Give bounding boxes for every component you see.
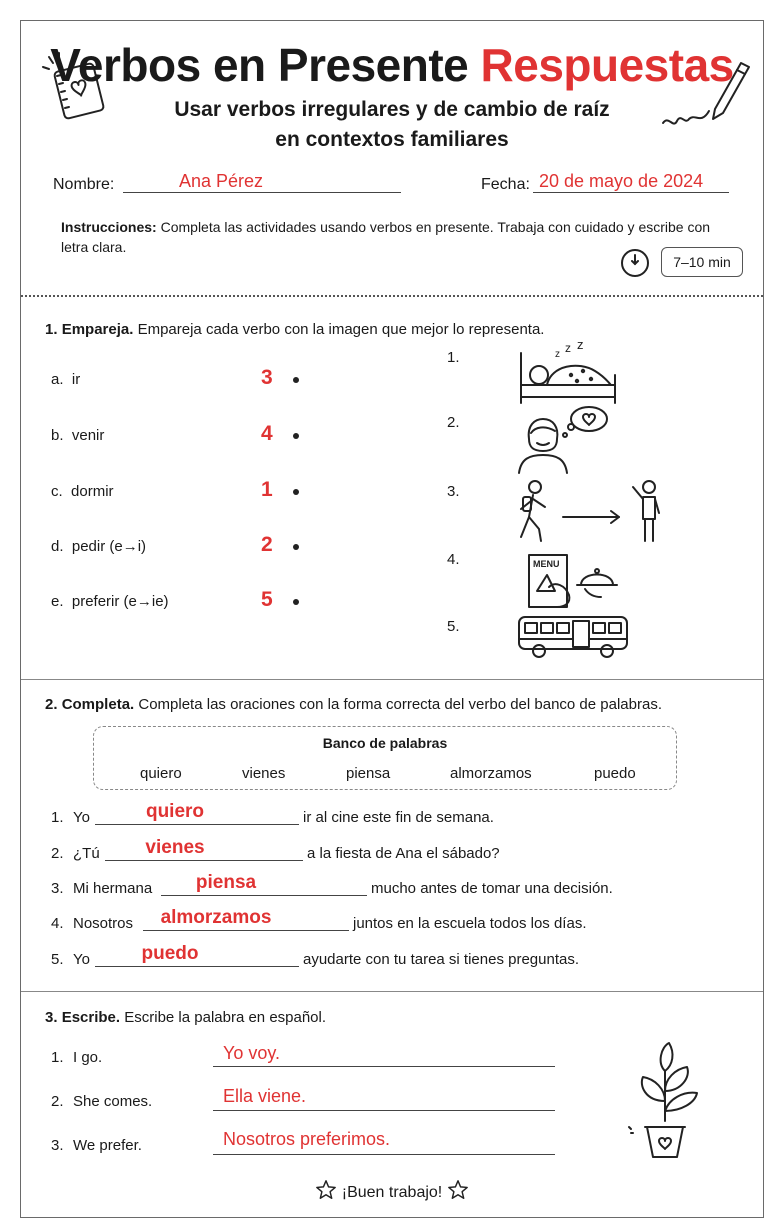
sentence-5-number: 5. bbox=[51, 951, 64, 968]
title-accent: Respuestas bbox=[480, 39, 734, 91]
picture-number-1: 1. bbox=[447, 349, 460, 366]
sentence-4-answer: almorzamos bbox=[160, 907, 272, 928]
section2-heading bbox=[45, 696, 662, 713]
word-bank bbox=[93, 726, 677, 790]
sentence-4-blank[interactable] bbox=[143, 907, 349, 931]
word-bank-title: Banco de palabras bbox=[322, 735, 448, 751]
worksheet-subtitle bbox=[21, 95, 763, 155]
match-item-b: b. venir bbox=[51, 427, 105, 444]
footer-text: ¡Buen trabajo! bbox=[341, 1184, 443, 1201]
translate-1-answer: Yo voy. bbox=[223, 1043, 281, 1063]
translate-1-prompt: I go. bbox=[73, 1049, 103, 1066]
match-answer-d: 2 bbox=[261, 533, 273, 556]
worksheet-title bbox=[21, 35, 763, 95]
match-answer-a: 3 bbox=[261, 366, 273, 389]
section1-heading bbox=[45, 321, 544, 338]
sentence-4-number: 4. bbox=[51, 915, 64, 932]
person-thinking-heart-icon bbox=[515, 405, 611, 475]
match-item-e: e. preferir (e→ie) bbox=[51, 593, 169, 610]
sentence-5-before: Yo bbox=[73, 951, 90, 968]
section1-heading-bold: Empareja. bbox=[61, 321, 134, 338]
picture-number-4: 4. bbox=[447, 551, 460, 568]
section1-divider bbox=[21, 679, 763, 680]
match-answer-b: 4 bbox=[261, 422, 273, 445]
picture-number-5: 5. bbox=[447, 618, 460, 635]
star-icon bbox=[447, 1179, 469, 1201]
svg-text:z: z bbox=[577, 341, 584, 352]
section3-heading bbox=[45, 1009, 326, 1026]
sentence-3-number: 3. bbox=[51, 880, 64, 897]
name-field[interactable] bbox=[123, 171, 401, 193]
translate-2-number: 2. bbox=[51, 1093, 64, 1110]
section2-divider bbox=[21, 991, 763, 992]
title-main: Verbos en Presente bbox=[50, 39, 469, 91]
match-item-d: d. pedir (e→i) bbox=[51, 538, 147, 555]
section2-instructions: Completa las oraciones con la forma correcta del verbo del banco de palabras. bbox=[134, 696, 662, 713]
sentence-1-number: 1. bbox=[51, 809, 64, 826]
instructions-text: Completa las actividades usando verbos en presente. Trabaja con cuidado y escribe con letra clara. bbox=[61, 219, 711, 255]
section3-number: 3. bbox=[45, 1009, 58, 1026]
sentence-3-after: mucho antes de tomar una decisión. bbox=[371, 880, 613, 897]
sentence-5-answer: puedo bbox=[141, 943, 199, 964]
section2-number: 2. bbox=[45, 696, 58, 713]
sentence-1-after: ir al cine este fin de semana. bbox=[303, 809, 494, 826]
match-answer-e: 5 bbox=[261, 588, 273, 611]
section2-heading-bold: Completa. bbox=[61, 696, 135, 713]
sentence-1-blank[interactable] bbox=[95, 801, 299, 825]
date-label: Fecha: bbox=[481, 176, 530, 193]
sentence-3-before: Mi hermana bbox=[73, 880, 153, 897]
section3-instructions: Escribe la palabra en español. bbox=[120, 1009, 327, 1026]
sentence-2-answer: vienes bbox=[145, 837, 205, 858]
match-dot-c[interactable] bbox=[293, 489, 299, 495]
translate-3-prompt: We prefer. bbox=[73, 1137, 142, 1154]
sentence-2-before: ¿Tú bbox=[73, 845, 100, 862]
date-field[interactable] bbox=[533, 171, 729, 193]
bank-word-4: almorzamos bbox=[450, 765, 532, 782]
svg-text:z: z bbox=[555, 349, 560, 360]
date-value: 20 de mayo de 2024 bbox=[539, 171, 704, 191]
header-divider bbox=[21, 295, 763, 297]
subtitle-line-2: en contextos familiares bbox=[275, 128, 509, 151]
translate-2-answer: Ella viene. bbox=[223, 1086, 307, 1106]
instructions-label: Instrucciones: bbox=[61, 219, 157, 235]
star-icon bbox=[315, 1179, 337, 1201]
subtitle-line-1: Usar verbos irregulares y de cambio de raíz bbox=[174, 98, 610, 121]
translate-1-number: 1. bbox=[51, 1049, 64, 1066]
svg-text:z: z bbox=[565, 341, 571, 355]
sentence-2-blank[interactable] bbox=[105, 837, 303, 861]
sentence-5-blank[interactable] bbox=[95, 943, 299, 967]
time-badge: 7–10 min bbox=[661, 247, 743, 277]
name-label: Nombre: bbox=[53, 176, 115, 193]
match-dot-a[interactable] bbox=[293, 377, 299, 383]
match-dot-e[interactable] bbox=[293, 599, 299, 605]
bank-word-2: vienes bbox=[242, 765, 286, 782]
footer bbox=[21, 1179, 763, 1202]
bank-word-5: puedo bbox=[594, 765, 636, 782]
bank-word-1: quiero bbox=[140, 765, 182, 782]
section1-number: 1. bbox=[45, 321, 58, 338]
sentence-2-after: a la fiesta de Ana el sábado? bbox=[307, 845, 500, 862]
section3-heading-bold: Escribe. bbox=[61, 1009, 121, 1026]
bank-word-3: piensa bbox=[346, 765, 391, 782]
picture-number-2: 2. bbox=[447, 414, 460, 431]
match-item-c: c. dormir bbox=[51, 483, 114, 500]
menu-label: MENU bbox=[533, 559, 560, 569]
sentence-4-after: juntos en la escuela todos los días. bbox=[353, 915, 587, 932]
section1-instructions: Empareja cada verbo con la imagen que mejor lo representa. bbox=[133, 321, 545, 338]
translate-3-answer: Nosotros preferimos. bbox=[223, 1129, 391, 1149]
sentence-3-blank[interactable] bbox=[161, 872, 367, 896]
potted-plant-icon bbox=[625, 1041, 705, 1163]
name-value: Ana Pérez bbox=[179, 171, 264, 191]
sentence-1-answer: quiero bbox=[145, 801, 205, 822]
worksheet bbox=[20, 20, 764, 1218]
bus-icon bbox=[515, 613, 631, 661]
translate-2-prompt: She comes. bbox=[73, 1093, 153, 1110]
sentence-3-answer: piensa bbox=[195, 872, 257, 893]
sentence-2-number: 2. bbox=[51, 845, 64, 862]
picture-number-3: 3. bbox=[447, 483, 460, 500]
sentence-5-after: ayudarte con tu tarea si tienes preguntas. bbox=[303, 951, 580, 968]
match-answer-c: 1 bbox=[261, 478, 273, 501]
sentence-4-before: Nosotros bbox=[73, 915, 134, 932]
clock-icon bbox=[619, 247, 651, 279]
match-dot-d[interactable] bbox=[293, 544, 299, 550]
match-dot-b[interactable] bbox=[293, 433, 299, 439]
sentence-1-before: Yo bbox=[73, 809, 90, 826]
menu-order-icon bbox=[525, 551, 625, 611]
sleeping-in-bed-icon bbox=[515, 341, 625, 407]
translate-3-number: 3. bbox=[51, 1137, 64, 1154]
match-item-a: a. ir bbox=[51, 371, 81, 388]
people-arrow-icon bbox=[515, 477, 665, 547]
